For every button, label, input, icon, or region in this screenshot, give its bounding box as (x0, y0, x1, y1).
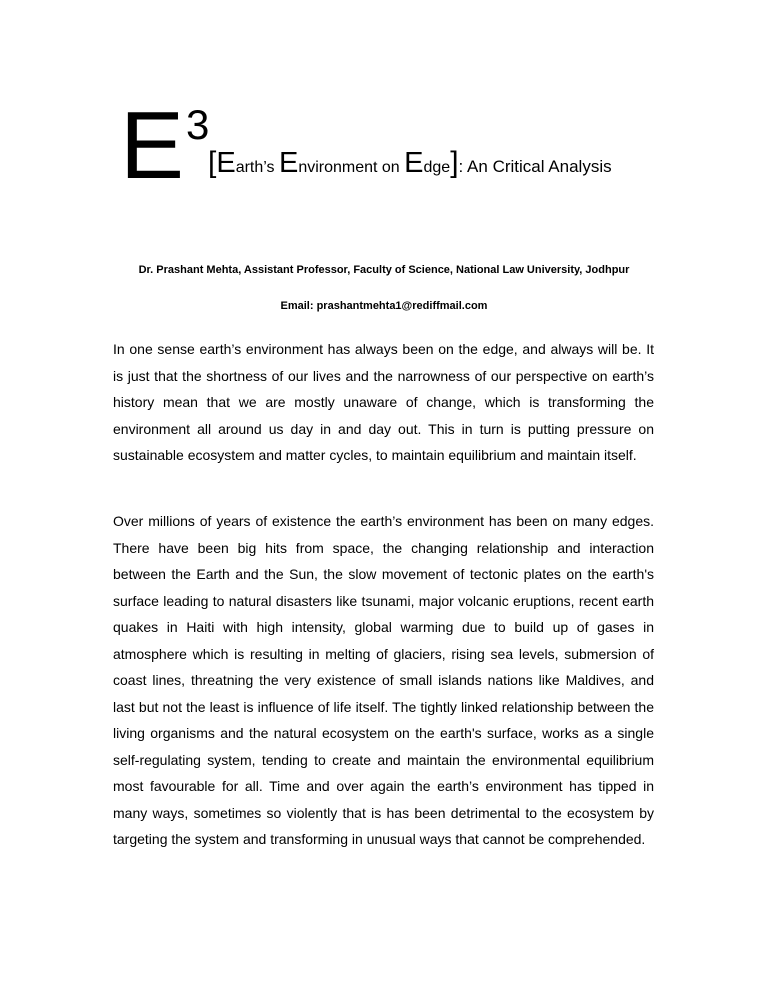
title-subtitle (208, 148, 612, 183)
author-line: Dr. Prashant Mehta, Assistant Professor, Faculty of Science, National Law University, Jodhpur (138, 264, 630, 276)
title-superscript: 3 (186, 101, 210, 148)
title-word1-rest: arth’s (235, 159, 279, 176)
title-close-bracket: ] (450, 146, 459, 179)
paragraph-2: Over millions of years of existence the earth’s environment has been on many edges. There have been big hits from space, the changing relationship and interaction between the Earth and the Sun, the slow movement of tectonic plates on the earth's surface leading to natural disasters like tsunami, major volcanic eruptions, recent earth quakes in Haiti with high intensity, global warming due to build up of gases in atmosphere which is resulting in melting of glaciers, rising sea levels, submersion of coast lines, threatning the very existence of small islands nations like Maldives, and last but not the least is influence of life itself. The tightly linked relationship between the living organisms and the natural ecosystem on the earth's surface, works as a single self-regulating system, tending to create and maintain the environmental equilibrium most favourable for all. Time and over again the earth’s environment has tipped in many ways, sometimes so violently that is has been detrimental to the ecosystem by targeting the system and transforming in unusual ways that cannot be comprehended. (113, 513, 654, 847)
title-word3-cap: E (404, 147, 424, 179)
title-tail: : An Critical Analysis (458, 157, 612, 176)
email-line: Email: prashantmehta1@rediffmail.com (280, 300, 488, 312)
title-word2-rest: nvironment on (298, 159, 405, 176)
title-word3-rest: dge (423, 159, 451, 176)
title-word2-cap: E (278, 147, 299, 179)
title-big-letter: E (120, 92, 185, 199)
title-open-bracket: [ (208, 146, 217, 179)
paragraph-1: In one sense earth’s environment has always been on the edge, and always will be. It is just that the shortness of our lives and the narrowness of our perspective on earth’s history mean that we are mostly unaware of change, which is transforming the environment all around us day in and day out. This in turn is putting pressure on sustainable ecosystem and matter cycles, to maintain equilibrium and maintain itself. (113, 341, 654, 463)
title-word1-cap: E (216, 147, 236, 179)
document-title (118, 92, 678, 199)
